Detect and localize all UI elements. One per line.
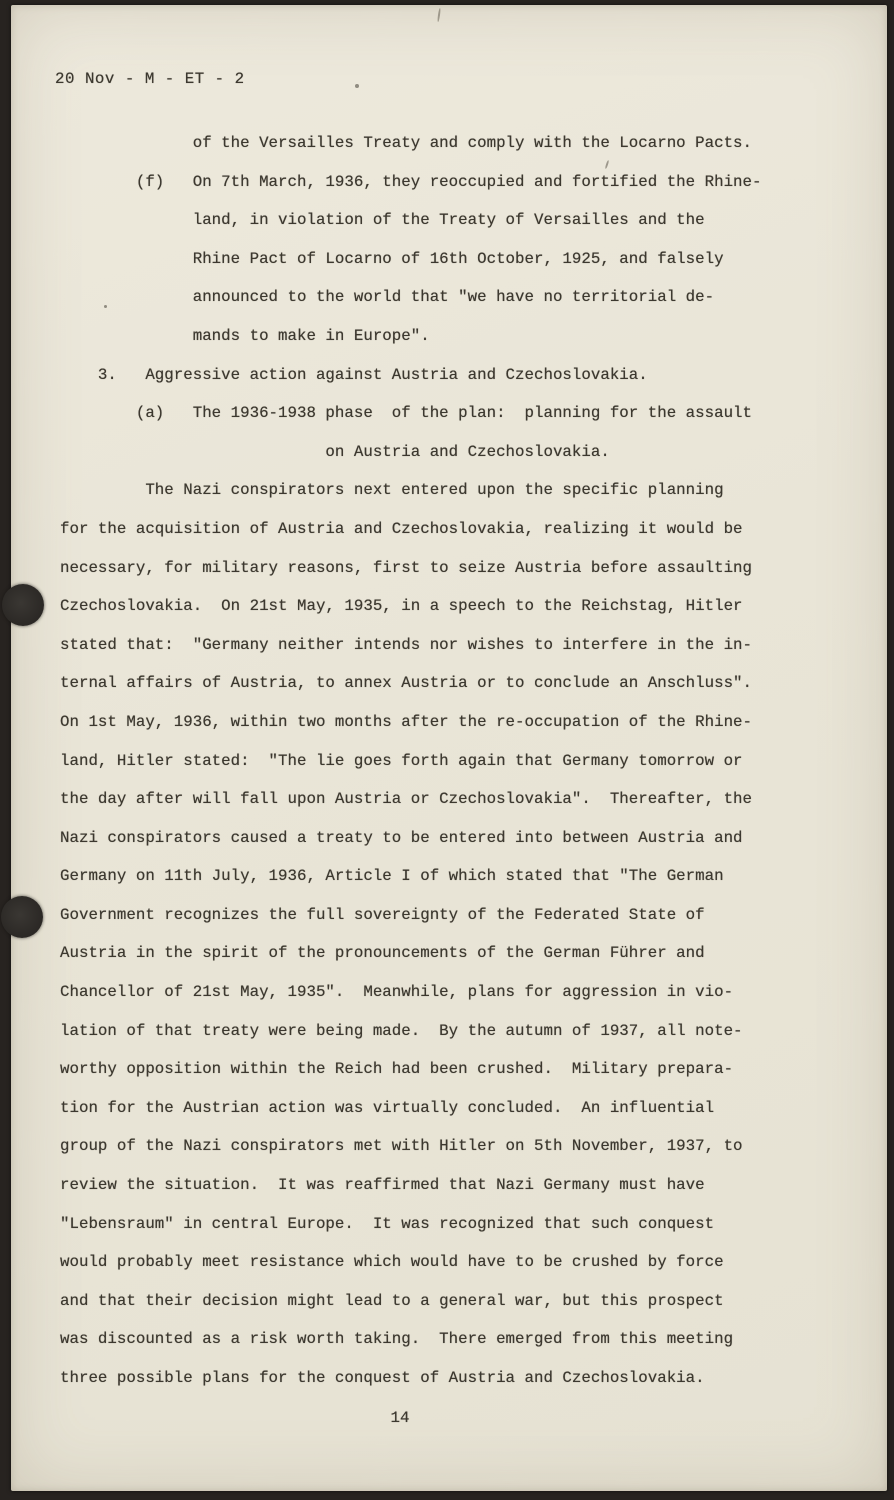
document-header: 20 Nov - M - ET - 2 [55,70,245,88]
text-line: Austria in the spirit of the pronouncements of the German Führer and [60,944,705,963]
text-line: On 1st May, 1936, within two months after the re-occupation of the Rhine- [60,712,753,731]
text-line: was discounted as a risk worth taking. There emerged from this meeting [60,1330,734,1349]
text-line: and that their decision might lead to a general war, but this prospect [60,1291,724,1310]
text-line: land, in violation of the Treaty of Versailles and the [60,211,705,230]
text-line: the day after will fall upon Austria or Czechoslovakia". Thereafter, the [60,790,753,809]
text-line: for the acquisition of Austria and Czechoslovakia, realizing it would be [60,519,743,538]
punch-hole-top [2,584,44,626]
text-line: announced to the world that "we have no territorial de- [60,288,715,307]
text-line: ternal affairs of Austria, to annex Austria or to conclude an Anschluss". [60,674,753,693]
text-line: Government recognizes the full sovereignty of the Federated State of [60,905,705,924]
text-line: worthy opposition within the Reich had been crushed. Military prepara- [60,1060,734,1079]
text-line: 3. Aggressive action against Austria and Czechoslovakia. [60,365,648,384]
text-line: Rhine Pact of Locarno of 16th October, 1925, and falsely [60,249,724,268]
text-line: (a) The 1936-1938 phase of the plan: planning for the assault [60,404,753,423]
text-line: land, Hitler stated: "The lie goes forth again that Germany tomorrow or [60,751,743,770]
text-line: group of the Nazi conspirators met with Hitler on 5th November, 1937, to [60,1137,743,1156]
text-line: lation of that treaty were being made. By the autumn of 1937, all note- [60,1021,743,1040]
text-line: Czechoslovakia. On 21st May, 1935, in a speech to the Reichstag, Hitler [60,597,743,616]
text-line: would probably meet resistance which would have to be crushed by force [60,1253,724,1272]
punch-hole-bottom [1,896,43,938]
text-line: Germany on 11th July, 1936, Article I of which stated that "The German [60,867,724,886]
text-line: tion for the Austrian action was virtually concluded. An influential [60,1098,715,1117]
text-line: Nazi conspirators caused a treaty to be entered into between Austria and [60,828,743,847]
text-line: three possible plans for the conquest of Austria and Czechoslovakia. [60,1369,705,1387]
text-line: necessary, for military reasons, first to seize Austria before assaulting [60,558,753,577]
text-line: review the situation. It was reaffirmed that Nazi Germany must have [60,1176,705,1195]
text-line: of the Versailles Treaty and comply with the Locarno Pacts. [60,134,753,152]
document-body [60,124,770,1398]
page-number: 14 [390,1409,410,1427]
text-line: Chancellor of 21st May, 1935". Meanwhile, plans for aggression in vio- [60,983,734,1002]
text-line: (f) On 7th March, 1936, they reoccupied and fortified the Rhine- [60,172,762,191]
text-line: on Austria and Czechoslovakia. [60,442,610,461]
text-line: stated that: "Germany neither intends nor wishes to interfere in the in- [60,635,753,654]
text-line: The Nazi conspirators next entered upon the specific planning [60,481,724,500]
text-line: "Lebensraum" in central Europe. It was recognized that such conquest [60,1214,715,1233]
scan-speck [355,84,359,88]
text-line: mands to make in Europe". [60,326,430,345]
